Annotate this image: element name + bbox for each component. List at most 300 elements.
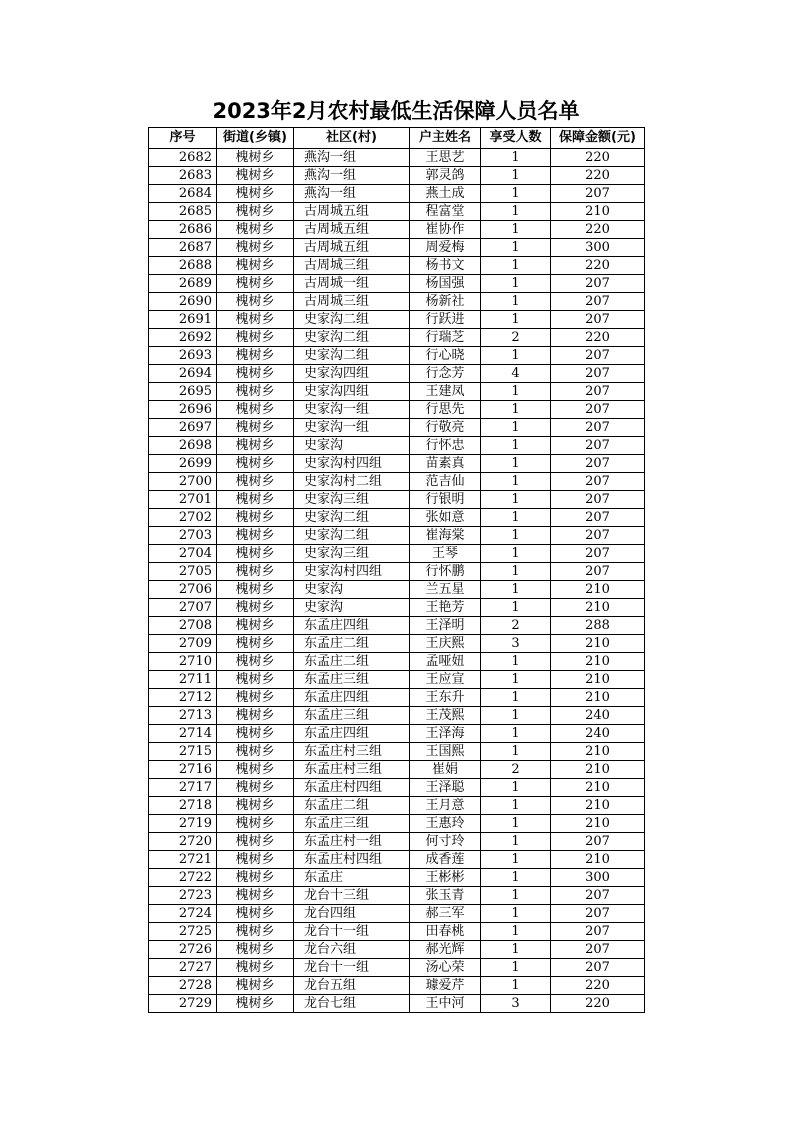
beneficiary-count-cell: 1 [481,149,551,167]
householder-name-cell: 王月意 [410,797,481,815]
table-row [149,761,645,779]
table-row [149,851,645,869]
subsidy-amount-cell: 210 [551,815,645,833]
street-town-cell: 槐树乡 [217,725,294,743]
subsidy-amount-cell: 210 [551,671,645,689]
community-village-cell: 东孟庄四组 [294,725,410,743]
beneficiary-count-cell: 1 [481,707,551,725]
subsidy-amount-cell: 207 [551,833,645,851]
community-village-cell: 史家沟二组 [294,509,410,527]
householder-name-cell: 行跃进 [410,311,481,329]
serial-no-cell: 2709 [149,635,217,653]
householder-name-cell: 王国熙 [410,743,481,761]
subsidy-amount-cell: 207 [551,365,645,383]
beneficiary-count-cell: 1 [481,599,551,617]
street-town-cell: 槐树乡 [217,329,294,347]
street-town-cell: 槐树乡 [217,527,294,545]
beneficiary-table [148,127,645,1013]
table-row [149,491,645,509]
subsidy-amount-cell: 207 [551,185,645,203]
serial-no-cell: 2717 [149,779,217,797]
serial-no-cell: 2726 [149,941,217,959]
community-village-cell: 古周城三组 [294,257,410,275]
householder-name-cell: 王泽聪 [410,779,481,797]
serial-no-cell: 2684 [149,185,217,203]
beneficiary-count-cell: 2 [481,617,551,635]
table-row [149,941,645,959]
subsidy-amount-cell: 207 [551,491,645,509]
householder-name-cell: 郭灵鸽 [410,167,481,185]
table-row [149,725,645,743]
householder-name-cell: 王惠玲 [410,815,481,833]
community-village-cell: 东孟庄村四组 [294,851,410,869]
subsidy-amount-cell: 207 [551,509,645,527]
serial-no-cell: 2714 [149,725,217,743]
serial-no-cell: 2727 [149,959,217,977]
serial-no-cell: 2707 [149,599,217,617]
beneficiary-count-cell: 1 [481,977,551,995]
serial-no-cell: 2686 [149,221,217,239]
street-town-cell: 槐树乡 [217,293,294,311]
community-village-cell: 史家沟四组 [294,383,410,401]
beneficiary-count-cell: 1 [481,923,551,941]
community-village-cell: 古周城三组 [294,293,410,311]
serial-no-cell: 2694 [149,365,217,383]
serial-no-cell: 2725 [149,923,217,941]
street-town-cell: 槐树乡 [217,779,294,797]
householder-name-cell: 郝三军 [410,905,481,923]
beneficiary-count-cell: 1 [481,581,551,599]
serial-no-cell: 2683 [149,167,217,185]
householder-name-cell: 王应宣 [410,671,481,689]
table-row [149,311,645,329]
beneficiary-count-cell: 1 [481,347,551,365]
householder-name-cell: 行瑞芝 [410,329,481,347]
subsidy-amount-cell: 220 [551,221,645,239]
street-town-cell: 槐树乡 [217,257,294,275]
serial-no-cell: 2682 [149,149,217,167]
householder-name-cell: 行念芳 [410,365,481,383]
householder-name-cell: 张如意 [410,509,481,527]
serial-no-cell: 2703 [149,527,217,545]
table-row [149,473,645,491]
subsidy-amount-cell: 300 [551,869,645,887]
community-village-cell: 史家沟四组 [294,365,410,383]
beneficiary-count-cell: 1 [481,905,551,923]
community-village-cell: 东孟庄村三组 [294,761,410,779]
street-town-cell: 槐树乡 [217,797,294,815]
beneficiary-count-cell: 2 [481,329,551,347]
beneficiary-count-cell: 1 [481,869,551,887]
table-row [149,221,645,239]
subsidy-amount-cell: 220 [551,977,645,995]
street-town-cell: 槐树乡 [217,239,294,257]
community-village-cell: 龙台十一组 [294,923,410,941]
serial-no-cell: 2710 [149,653,217,671]
street-town-cell: 槐树乡 [217,491,294,509]
subsidy-amount-cell: 210 [551,635,645,653]
householder-name-cell: 燕土成 [410,185,481,203]
table-row [149,401,645,419]
householder-name-cell: 行怀鹏 [410,563,481,581]
subsidy-amount-cell: 207 [551,383,645,401]
subsidy-amount-cell: 220 [551,329,645,347]
serial-no-cell: 2718 [149,797,217,815]
serial-no-cell: 2716 [149,761,217,779]
subsidy-amount-cell: 220 [551,257,645,275]
serial-no-cell: 2704 [149,545,217,563]
householder-name-cell: 杨国强 [410,275,481,293]
serial-no-cell: 2728 [149,977,217,995]
table-row [149,293,645,311]
householder-name-cell: 崔海棠 [410,527,481,545]
householder-name-cell: 璩爱芹 [410,977,481,995]
table-row [149,167,645,185]
serial-no-cell: 2705 [149,563,217,581]
householder-name-cell: 行敬亮 [410,419,481,437]
community-village-cell: 燕沟一组 [294,149,410,167]
street-town-cell: 槐树乡 [217,653,294,671]
householder-name-cell: 成香莲 [410,851,481,869]
community-village-cell: 古周城五组 [294,239,410,257]
beneficiary-count-cell: 1 [481,311,551,329]
community-village-cell: 史家沟 [294,599,410,617]
street-town-cell: 槐树乡 [217,707,294,725]
table-row [149,617,645,635]
street-town-cell: 槐树乡 [217,221,294,239]
householder-name-cell: 王泽海 [410,725,481,743]
table-row [149,743,645,761]
table-row [149,815,645,833]
street-town-cell: 槐树乡 [217,941,294,959]
subsidy-amount-cell: 220 [551,995,645,1013]
table-body [149,149,645,1013]
subsidy-amount-cell: 210 [551,689,645,707]
serial-no-cell: 2695 [149,383,217,401]
table-row [149,329,645,347]
table-row [149,509,645,527]
subsidy-amount-cell: 220 [551,167,645,185]
householder-name-cell: 行思先 [410,401,481,419]
serial-no-cell: 2688 [149,257,217,275]
community-village-cell: 东孟庄三组 [294,707,410,725]
header-row [149,128,645,149]
subsidy-amount-cell: 207 [551,941,645,959]
street-town-cell: 槐树乡 [217,203,294,221]
community-village-cell: 龙台七组 [294,995,410,1013]
community-village-cell: 东孟庄村一组 [294,833,410,851]
table-row [149,635,645,653]
householder-name-cell: 王中河 [410,995,481,1013]
serial-no-cell: 2696 [149,401,217,419]
street-town-cell: 槐树乡 [217,851,294,869]
beneficiary-count-cell: 1 [481,725,551,743]
beneficiary-count-cell: 1 [481,473,551,491]
beneficiary-count-cell: 1 [481,941,551,959]
subsidy-amount-cell: 210 [551,203,645,221]
table-row [149,869,645,887]
table-row [149,239,645,257]
street-town-cell: 槐树乡 [217,347,294,365]
community-village-cell: 东孟庄四组 [294,689,410,707]
serial-no-cell: 2713 [149,707,217,725]
community-village-cell: 东孟庄 [294,869,410,887]
householder-name-cell: 王庆熙 [410,635,481,653]
table-row [149,923,645,941]
header-serial-no: 序号 [149,128,217,149]
community-village-cell: 东孟庄二组 [294,635,410,653]
community-village-cell: 东孟庄二组 [294,653,410,671]
serial-no-cell: 2712 [149,689,217,707]
street-town-cell: 槐树乡 [217,833,294,851]
table-row [149,149,645,167]
householder-name-cell: 崔娟 [410,761,481,779]
street-town-cell: 槐树乡 [217,689,294,707]
street-town-cell: 槐树乡 [217,761,294,779]
table-row [149,365,645,383]
document-title: 2023年2月农村最低生活保障人员名单 [212,99,580,123]
serial-no-cell: 2699 [149,455,217,473]
subsidy-amount-cell: 207 [551,419,645,437]
serial-no-cell: 2689 [149,275,217,293]
street-town-cell: 槐树乡 [217,167,294,185]
householder-name-cell: 何寸玲 [410,833,481,851]
table-row [149,437,645,455]
beneficiary-count-cell: 2 [481,761,551,779]
street-town-cell: 槐树乡 [217,383,294,401]
beneficiary-count-cell: 1 [481,743,551,761]
serial-no-cell: 2722 [149,869,217,887]
table-row [149,671,645,689]
table-row [149,653,645,671]
serial-no-cell: 2719 [149,815,217,833]
subsidy-amount-cell: 210 [551,761,645,779]
community-village-cell: 龙台四组 [294,905,410,923]
table-row [149,833,645,851]
subsidy-amount-cell: 210 [551,653,645,671]
serial-no-cell: 2723 [149,887,217,905]
street-town-cell: 槐树乡 [217,509,294,527]
community-village-cell: 燕沟一组 [294,167,410,185]
beneficiary-count-cell: 3 [481,635,551,653]
community-village-cell: 史家沟二组 [294,329,410,347]
beneficiary-count-cell: 3 [481,995,551,1013]
householder-name-cell: 王彬彬 [410,869,481,887]
header-subsidy-amount: 保障金额(元) [551,128,645,149]
table-row [149,797,645,815]
householder-name-cell: 杨书文 [410,257,481,275]
community-village-cell: 史家沟村四组 [294,455,410,473]
table-row [149,185,645,203]
table-row [149,257,645,275]
serial-no-cell: 2729 [149,995,217,1013]
beneficiary-count-cell: 1 [481,167,551,185]
street-town-cell: 槐树乡 [217,149,294,167]
beneficiary-count-cell: 1 [481,419,551,437]
serial-no-cell: 2721 [149,851,217,869]
serial-no-cell: 2687 [149,239,217,257]
community-village-cell: 史家沟一组 [294,401,410,419]
street-town-cell: 槐树乡 [217,995,294,1013]
householder-name-cell: 孟哑妞 [410,653,481,671]
community-village-cell: 古周城五组 [294,203,410,221]
householder-name-cell: 王建凤 [410,383,481,401]
community-village-cell: 东孟庄村四组 [294,779,410,797]
subsidy-amount-cell: 207 [551,527,645,545]
subsidy-amount-cell: 207 [551,905,645,923]
table-row [149,707,645,725]
street-town-cell: 槐树乡 [217,311,294,329]
subsidy-amount-cell: 210 [551,581,645,599]
serial-no-cell: 2698 [149,437,217,455]
street-town-cell: 槐树乡 [217,815,294,833]
beneficiary-count-cell: 1 [481,491,551,509]
beneficiary-count-cell: 1 [481,797,551,815]
table-row [149,977,645,995]
street-town-cell: 槐树乡 [217,635,294,653]
street-town-cell: 槐树乡 [217,185,294,203]
table-row [149,203,645,221]
beneficiary-count-cell: 1 [481,455,551,473]
table-row [149,347,645,365]
beneficiary-count-cell: 1 [481,545,551,563]
beneficiary-count-cell: 1 [481,563,551,581]
subsidy-amount-cell: 207 [551,401,645,419]
beneficiary-count-cell: 1 [481,527,551,545]
street-town-cell: 槐树乡 [217,887,294,905]
street-town-cell: 槐树乡 [217,545,294,563]
table-row [149,419,645,437]
community-village-cell: 史家沟二组 [294,311,410,329]
subsidy-amount-cell: 210 [551,599,645,617]
community-village-cell: 史家沟三组 [294,491,410,509]
householder-name-cell: 王琴 [410,545,481,563]
householder-name-cell: 张玉青 [410,887,481,905]
householder-name-cell: 田春桃 [410,923,481,941]
street-town-cell: 槐树乡 [217,869,294,887]
beneficiary-count-cell: 1 [481,815,551,833]
subsidy-amount-cell: 300 [551,239,645,257]
householder-name-cell: 王思艺 [410,149,481,167]
community-village-cell: 古周城五组 [294,221,410,239]
community-village-cell: 龙台十三组 [294,887,410,905]
beneficiary-count-cell: 1 [481,221,551,239]
subsidy-amount-cell: 207 [551,455,645,473]
subsidy-amount-cell: 210 [551,779,645,797]
beneficiary-count-cell: 1 [481,959,551,977]
table-row [149,527,645,545]
table-row [149,455,645,473]
community-village-cell: 东孟庄三组 [294,671,410,689]
street-town-cell: 槐树乡 [217,473,294,491]
community-village-cell: 东孟庄二组 [294,797,410,815]
subsidy-amount-cell: 207 [551,923,645,941]
subsidy-amount-cell: 207 [551,437,645,455]
subsidy-amount-cell: 207 [551,545,645,563]
subsidy-amount-cell: 207 [551,563,645,581]
community-village-cell: 史家沟三组 [294,545,410,563]
householder-name-cell: 范吉仙 [410,473,481,491]
householder-name-cell: 杨新社 [410,293,481,311]
street-town-cell: 槐树乡 [217,581,294,599]
serial-no-cell: 2708 [149,617,217,635]
table-row [149,689,645,707]
street-town-cell: 槐树乡 [217,401,294,419]
beneficiary-count-cell: 1 [481,383,551,401]
street-town-cell: 槐树乡 [217,437,294,455]
community-village-cell: 龙台五组 [294,977,410,995]
householder-name-cell: 王东升 [410,689,481,707]
householder-name-cell: 汤心荣 [410,959,481,977]
subsidy-amount-cell: 207 [551,311,645,329]
table-row [149,905,645,923]
beneficiary-count-cell: 1 [481,203,551,221]
householder-name-cell: 行心晓 [410,347,481,365]
community-village-cell: 史家沟村二组 [294,473,410,491]
serial-no-cell: 2700 [149,473,217,491]
subsidy-amount-cell: 210 [551,743,645,761]
street-town-cell: 槐树乡 [217,455,294,473]
householder-name-cell: 王茂熙 [410,707,481,725]
beneficiary-count-cell: 1 [481,509,551,527]
table-row [149,959,645,977]
table-row [149,995,645,1013]
subsidy-amount-cell: 240 [551,725,645,743]
header-street-town: 街道(乡镇) [217,128,294,149]
beneficiary-count-cell: 1 [481,437,551,455]
subsidy-amount-cell: 207 [551,275,645,293]
table-row [149,887,645,905]
community-village-cell: 龙台六组 [294,941,410,959]
community-village-cell: 史家沟二组 [294,527,410,545]
beneficiary-count-cell: 1 [481,185,551,203]
community-village-cell: 史家沟 [294,581,410,599]
beneficiary-count-cell: 1 [481,293,551,311]
community-village-cell: 史家沟一组 [294,419,410,437]
householder-name-cell: 郝光辉 [410,941,481,959]
table-row [149,779,645,797]
table-row [149,581,645,599]
serial-no-cell: 2715 [149,743,217,761]
street-town-cell: 槐树乡 [217,959,294,977]
street-town-cell: 槐树乡 [217,905,294,923]
serial-no-cell: 2691 [149,311,217,329]
community-village-cell: 史家沟村四组 [294,563,410,581]
table-row [149,383,645,401]
beneficiary-count-cell: 1 [481,275,551,293]
serial-no-cell: 2711 [149,671,217,689]
householder-name-cell: 程富堂 [410,203,481,221]
community-village-cell: 东孟庄三组 [294,815,410,833]
street-town-cell: 槐树乡 [217,419,294,437]
community-village-cell: 史家沟二组 [294,347,410,365]
subsidy-amount-cell: 207 [551,887,645,905]
householder-name-cell: 苗素真 [410,455,481,473]
beneficiary-count-cell: 4 [481,365,551,383]
street-town-cell: 槐树乡 [217,275,294,293]
community-village-cell: 龙台十一组 [294,959,410,977]
serial-no-cell: 2697 [149,419,217,437]
subsidy-amount-cell: 207 [551,293,645,311]
serial-no-cell: 2692 [149,329,217,347]
householder-name-cell: 行怀忠 [410,437,481,455]
subsidy-amount-cell: 240 [551,707,645,725]
subsidy-amount-cell: 210 [551,797,645,815]
beneficiary-count-cell: 1 [481,401,551,419]
community-village-cell: 东孟庄四组 [294,617,410,635]
serial-no-cell: 2690 [149,293,217,311]
community-village-cell: 古周城一组 [294,275,410,293]
